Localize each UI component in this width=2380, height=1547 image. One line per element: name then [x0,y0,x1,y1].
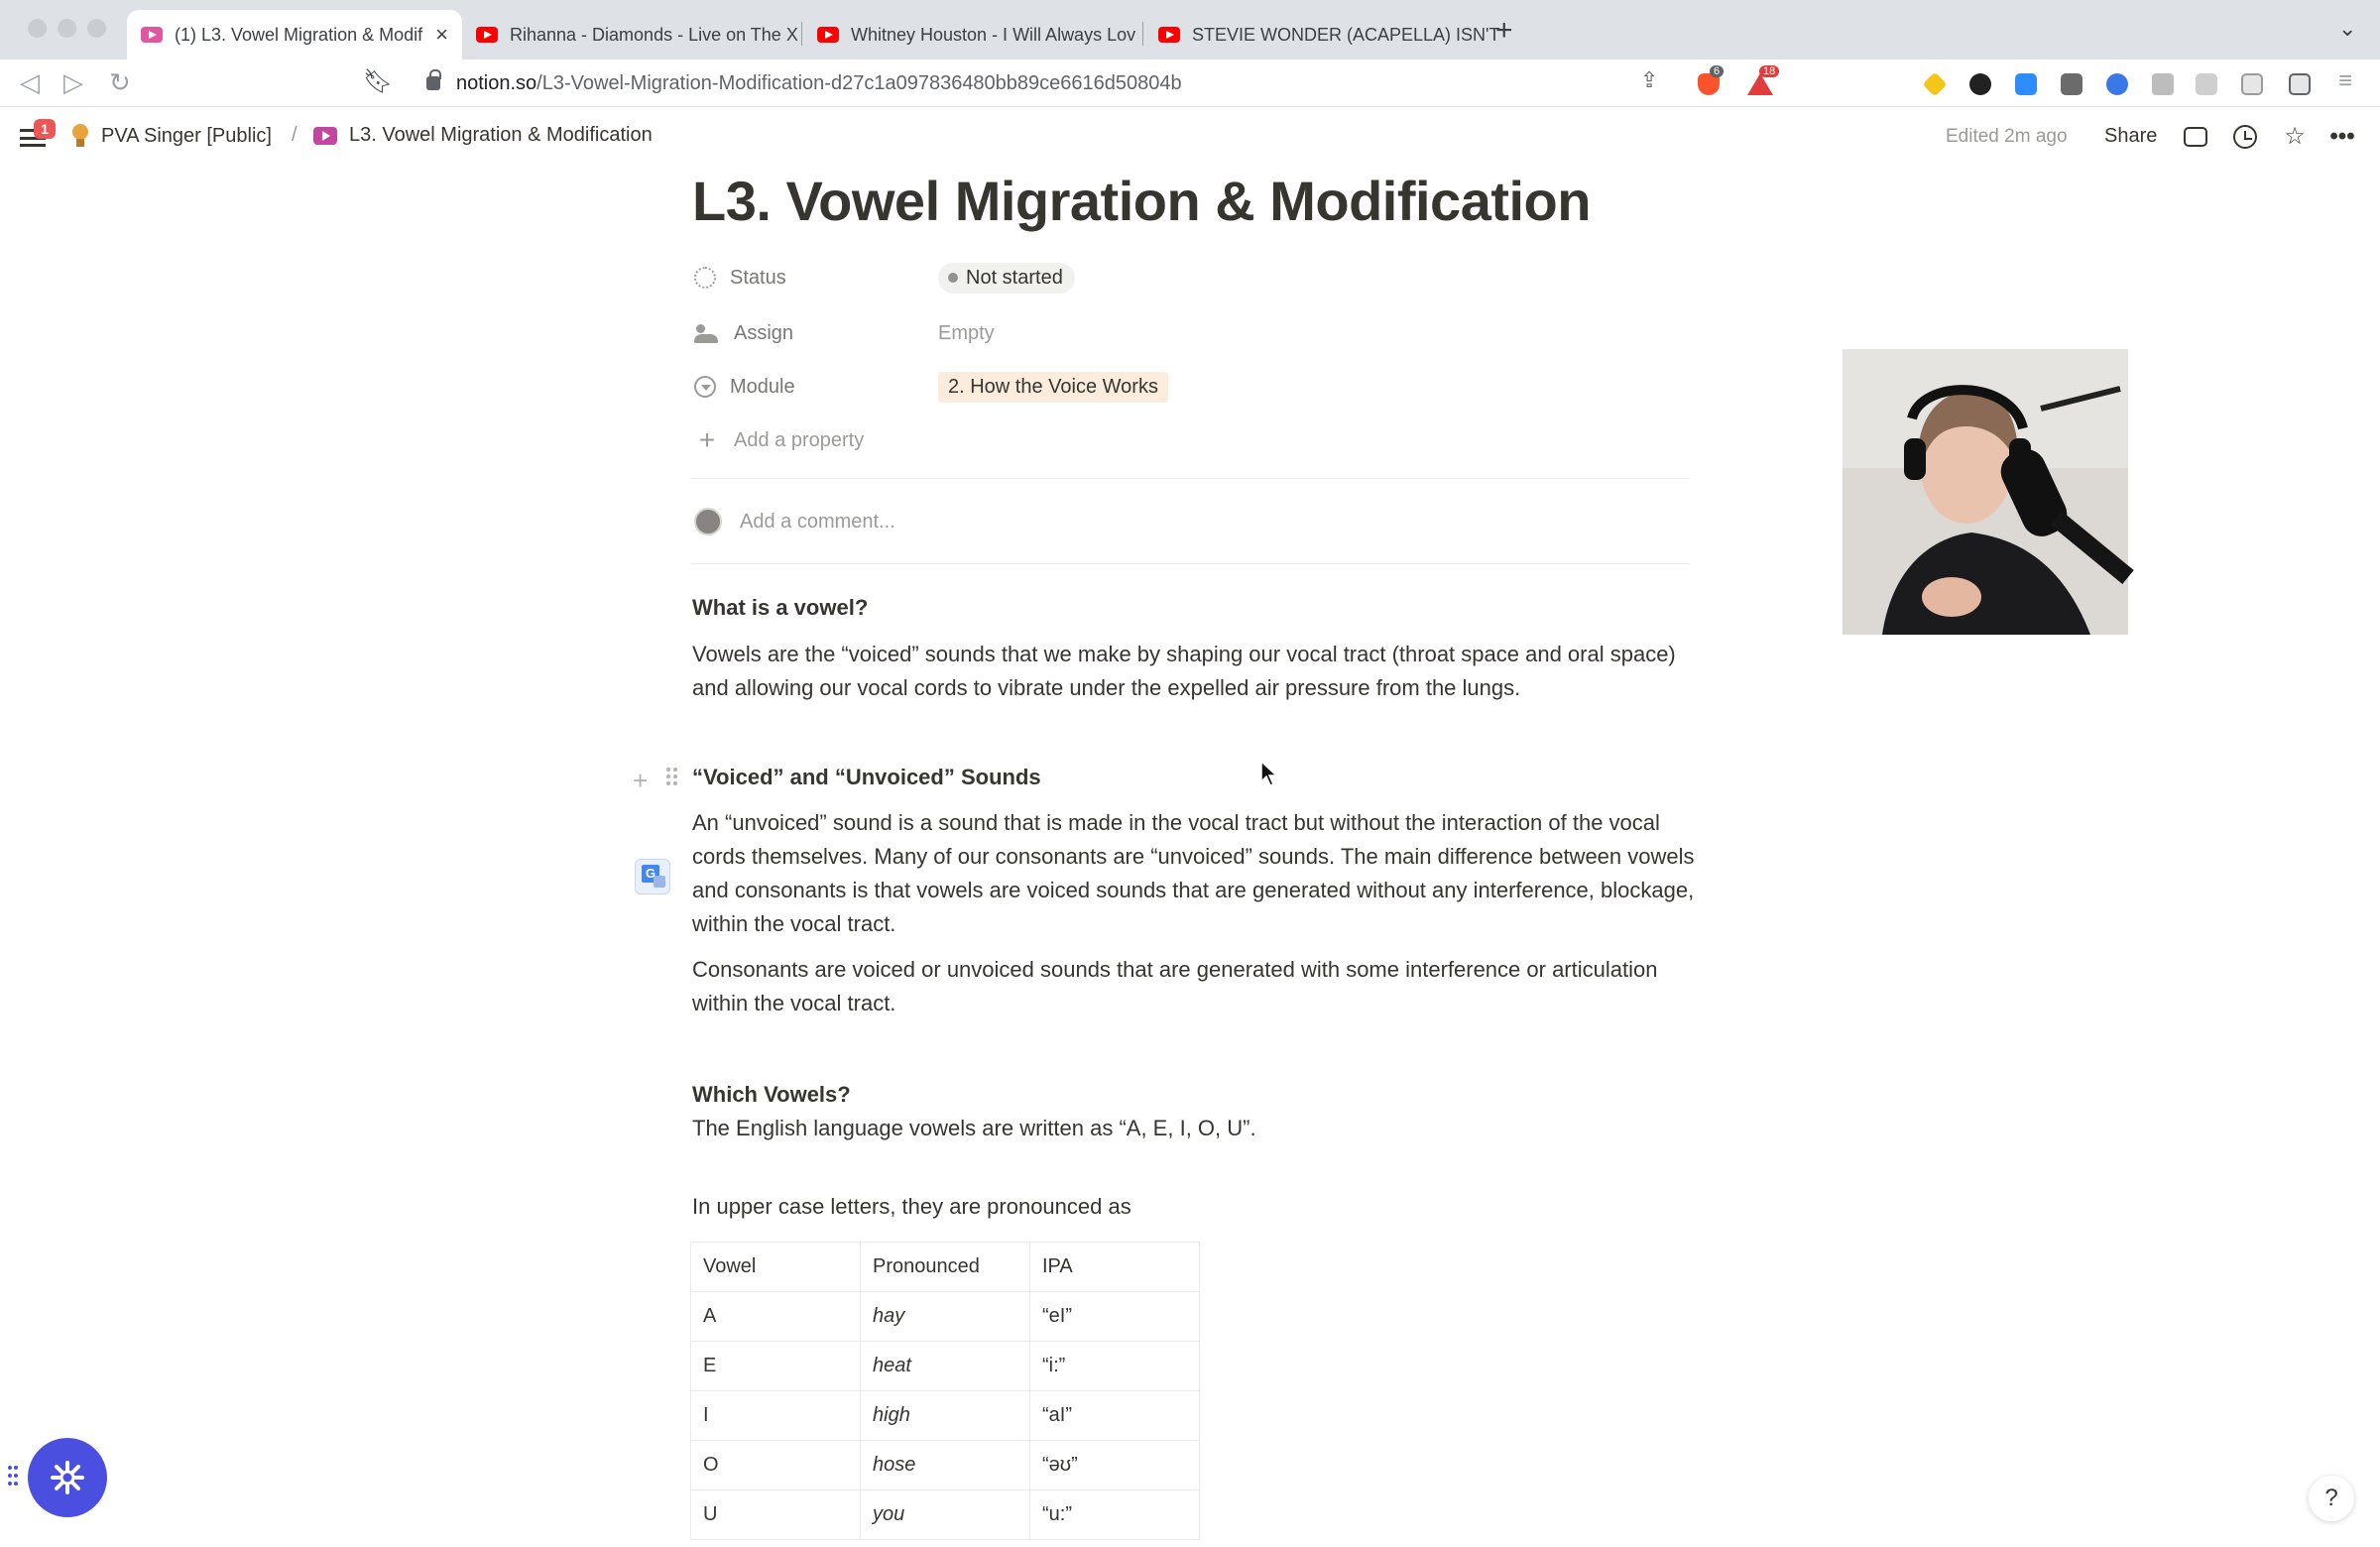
add-property-button[interactable] [694,424,864,456]
table-cell[interactable]: “u:” [1030,1490,1200,1540]
browser-tab[interactable] [1144,10,1500,60]
drag-grip-icon[interactable] [8,1466,18,1489]
comment-placeholder: Add a comment... [740,510,895,533]
add-property-label: Add a property [734,428,865,451]
comments-divider [690,563,1690,564]
breadcrumb-page[interactable] [313,124,653,147]
extension-binance-icon[interactable] [1923,72,1948,97]
tab-label: Rihanna - Diamonds - Live on The X [510,24,798,45]
extension-zoom-icon[interactable] [2015,73,2037,95]
presenter-image [1843,349,2128,635]
browser-address-bar [0,60,2380,107]
window-close-button[interactable] [28,19,47,38]
browser-tab[interactable] [462,10,799,60]
url-path: /L3-Vowel-Migration-Modification-d27c1a097836480bb89ce6616d50804b [536,71,1182,94]
youtube-icon [817,27,839,43]
updates-clock-icon[interactable] [2233,125,2257,149]
table-cell[interactable]: “i:” [1030,1342,1200,1391]
property-label: Status [730,266,786,289]
browser-tab-bar [0,0,2380,60]
table-cell[interactable]: I [691,1391,861,1441]
help-button[interactable]: ? [2309,1476,2354,1521]
heading-voiced-unvoiced[interactable]: “Voiced” and “Unvoiced” Sounds [692,765,1041,789]
lock-icon [426,76,440,90]
share-button[interactable]: Share [2104,125,2158,147]
browser-tab-active[interactable] [127,10,462,60]
table-header-row [691,1243,1200,1292]
table-cell[interactable]: hose [861,1441,1030,1490]
tab-search-chevron-icon[interactable]: ⌄ [2338,16,2357,41]
table-cell[interactable]: hay [861,1292,1030,1342]
webcam-presenter-video [1843,349,2128,635]
paragraph-what-is-vowel[interactable]: Vowels are the “voiced” sounds that we make by shaping our vocal tract (throat space and oral space) and allowing our vocal cords to vibrate under the expelled air pressure from the lungs. [692,642,1676,700]
property-assign[interactable] [694,313,1686,353]
brave-rewards-badge: 18 [1759,65,1779,77]
add-block-plus-icon[interactable]: + [633,766,649,795]
table-row [691,1490,1200,1540]
new-tab-button[interactable]: + [1495,14,1513,47]
page-title[interactable]: L3. Vowel Migration & Modification [692,170,1591,232]
table-cell[interactable]: A [691,1292,861,1342]
mouse-cursor-icon [1259,760,1279,787]
paragraph-english-vowels[interactable]: The English language vowels are written as “A, E, I, O, U”. [692,1116,1256,1140]
url-host: notion.so [456,71,537,94]
table-cell[interactable]: you [861,1490,1030,1540]
favorite-star-icon[interactable]: ☆ [2284,123,2306,150]
property-status[interactable] [694,258,1686,298]
heading-which-vowels[interactable]: Which Vowels? [692,1082,851,1107]
vowel-table [690,1242,1200,1540]
table-row [691,1441,1200,1490]
drag-handle-icon[interactable] [666,768,678,787]
status-value[interactable] [938,258,1075,298]
more-options-icon[interactable]: ••• [2329,123,2355,150]
select-chevron-icon [694,376,716,398]
table-header-cell[interactable]: IPA [1030,1243,1200,1292]
table-cell[interactable]: “aI” [1030,1391,1200,1441]
table-row [691,1292,1200,1342]
comments-icon[interactable] [2184,127,2207,147]
paragraph-upper-case[interactable]: In upper case letters, they are pronounced as [692,1194,1131,1219]
youtube-icon [476,27,498,43]
breadcrumb-label: L3. Vowel Migration & Modification [349,124,653,146]
ai-assistant-button[interactable] [28,1438,107,1517]
comment-input[interactable] [694,508,895,536]
reading-list-icon[interactable] [2196,73,2217,95]
edited-timestamp: Edited 2m ago [1946,126,2068,147]
share-page-icon[interactable]: ⇪ [1640,67,1659,92]
table-header-cell[interactable]: Pronounced [861,1243,1030,1292]
status-badge [938,263,1075,294]
notion-video-icon [141,27,163,43]
forward-arrow-icon[interactable]: ▷ [63,67,83,97]
status-spinner-icon [694,267,716,289]
reload-icon[interactable]: ↻ [109,67,131,97]
table-cell[interactable]: U [691,1490,861,1540]
table-cell[interactable]: “əʊ” [1030,1441,1200,1490]
tab-divider [1142,22,1143,46]
breadcrumb-label: PVA Singer [Public] [101,124,272,147]
url-field[interactable] [397,65,1775,101]
table-row [691,1342,1200,1391]
avatar [694,508,722,536]
people-icon [694,320,720,346]
google-translate-icon[interactable] [635,859,670,894]
wallet-icon[interactable] [2289,73,2311,95]
property-label: Assign [734,321,794,344]
paragraph-unvoiced[interactable]: An “unvoiced” sound is a sound that is made in the vocal tract but without the interaction of the vocal cords themselves. Many of our consonants are “unvoiced” sounds. The main difference between vowels and consonants is that vowels are voiced sounds that are generated without any interference, blockage, within the vocal tract. [692,810,1695,936]
status-dot-icon [948,273,958,283]
tab-divider [801,22,802,46]
lightbulb-icon [71,124,89,148]
tab-close-icon[interactable]: × [435,22,448,47]
assign-empty-text: Empty [938,321,995,344]
sidebar-toggle-icon[interactable] [2241,73,2263,95]
tab-label: (1) L3. Vowel Migration & Modif [175,24,423,45]
plus-icon: + [698,424,716,455]
extension-circle-icon[interactable] [1969,73,1991,95]
table-cell[interactable]: high [861,1391,1030,1441]
back-arrow-icon[interactable]: ◁ [20,67,40,97]
extension-blue-icon[interactable] [2106,73,2128,95]
table-header-cell[interactable]: Vowel [691,1243,861,1292]
module-value[interactable] [938,367,1168,407]
browser-menu-icon[interactable]: ≡ [2338,67,2353,94]
breadcrumb-separator: / [292,124,298,146]
browser-tab[interactable] [803,10,1140,60]
extensions-puzzle-icon[interactable] [2152,73,2174,95]
brave-shields-badge: 6 [1710,65,1724,77]
tab-label: Whitney Houston - I Will Always Lov [851,24,1136,45]
sparkle-icon [28,1438,107,1517]
extension-grid-icon[interactable] [2061,73,2082,95]
assign-value[interactable] [938,313,995,353]
paragraph-consonants[interactable]: Consonants are voiced or unvoiced sounds that are generated with some interference or articulation within the vocal tract. [692,957,1658,1015]
table-cell[interactable]: “eI” [1030,1292,1200,1342]
bookmark-icon[interactable]: 🔖︎ [363,68,394,95]
video-icon [313,127,337,145]
notification-badge: 1 [34,119,56,139]
property-module[interactable] [694,367,1686,407]
breadcrumb-workspace[interactable] [71,124,272,148]
table-cell[interactable]: O [691,1441,861,1490]
table-cell[interactable]: heat [861,1342,1030,1391]
table-row [691,1391,1200,1441]
window-zoom-button[interactable] [87,19,106,38]
heading-what-is-vowel[interactable]: What is a vowel? [692,595,869,620]
property-label: Module [730,375,795,398]
notion-topbar [0,107,2380,167]
table-cell[interactable]: E [691,1342,861,1391]
status-text: Not started [966,266,1063,289]
window-minimize-button[interactable] [58,19,76,38]
youtube-icon [1158,27,1180,43]
tab-label: STEVIE WONDER (ACAPELLA) ISN'T [1192,24,1500,45]
module-tag: 2. How the Voice Works [938,372,1168,403]
properties-divider [690,478,1690,479]
